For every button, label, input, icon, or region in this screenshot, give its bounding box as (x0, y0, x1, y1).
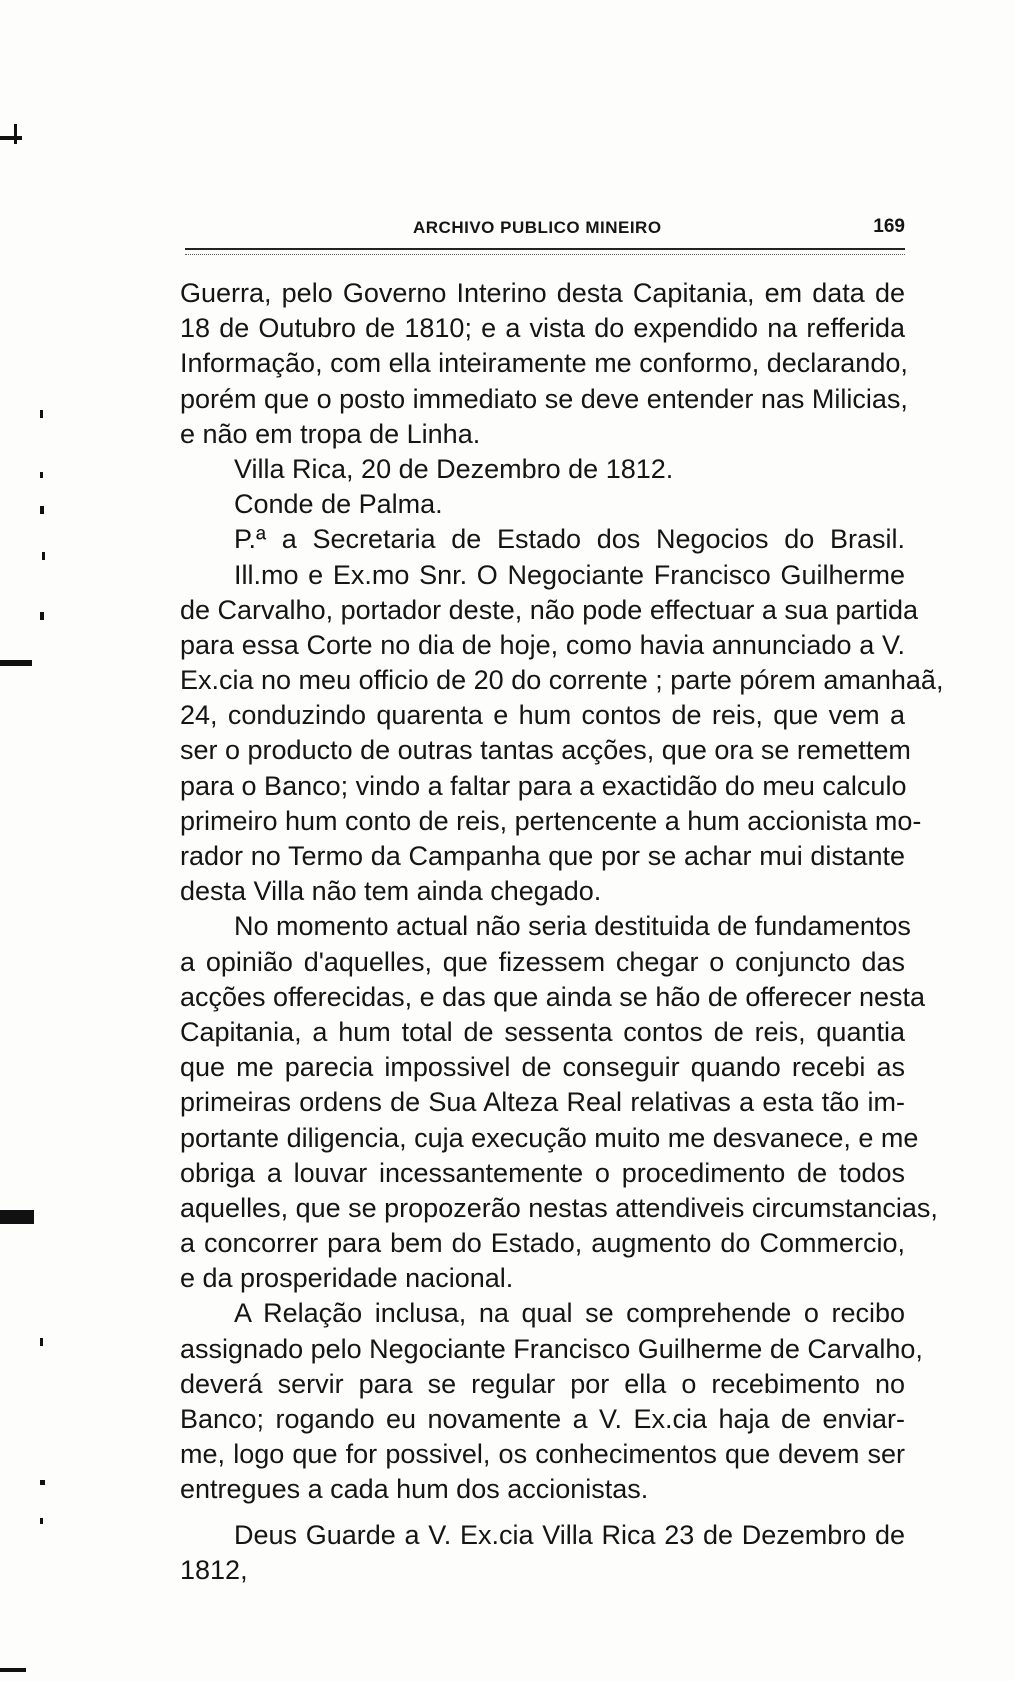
scan-artifact (0, 1668, 26, 1672)
text-line: Capitania, a hum total de sessenta contos de reis, quantia (180, 1016, 905, 1047)
scan-artifact (0, 1210, 34, 1224)
text-line: primeiras ordens de Sua Alteza Real relativas a esta tão im- (180, 1087, 905, 1118)
text-line: acções offerecidas, e das que ainda se hão de offerecer nesta (180, 981, 926, 1012)
text-line: a opinião d'aquelles, que fizessem chegar o conjuncto das (180, 946, 905, 977)
text-line: me, logo que for possivel, os conhecimentos que devem ser (180, 1439, 905, 1470)
text-line: aquelles, que se propozerão nestas attendiveis circumstancias, (180, 1192, 938, 1223)
text-line: Banco; rogando eu novamente a V. Ex.cia haja de enviar- (180, 1404, 905, 1434)
text-line: 18 de Outubro de 1810; e a vista do expendido na refferida (180, 313, 905, 344)
text-line: Ex.cia no meu officio de 20 do corrente ; parte pórem amanhaã, (180, 665, 944, 696)
text-line: A Relação inclusa, na qual se comprehende o recibo (234, 1298, 905, 1329)
text-line: obriga a louvar incessantemente o procedimento de todos (180, 1157, 905, 1188)
closing-line: Deus Guarde a V. Ex.cia Villa Rica 23 de Dezembro de (234, 1519, 905, 1550)
text-line: assignado pelo Negociante Francisco Guilherme de Carvalho, (180, 1333, 923, 1364)
text-line: deverá servir para se regular por ella o recebimento no (180, 1368, 905, 1399)
text-line: rador no Termo da Campanha que por se achar mui distante (180, 841, 905, 871)
text-line: Informação, com ella inteiramente me conformo, declarando, (180, 348, 908, 379)
page-number: 169 (873, 216, 905, 237)
scan-artifact (42, 552, 45, 560)
scan-artifact (40, 1480, 45, 1485)
text-line: desta Villa não tem ainda chegado. (180, 876, 602, 907)
text-line: a concorrer para bem do Estado, augmento do Commercio, (180, 1228, 905, 1259)
text-line: de Carvalho, portador deste, não pode effectuar a sua partida (180, 594, 919, 625)
running-title: ARCHIVO PUBLICO MINEIRO (413, 218, 662, 237)
scan-artifact (40, 612, 44, 620)
scan-artifact (40, 506, 44, 514)
text-line: entregues a cada hum dos accionistas. (180, 1474, 649, 1505)
closing-year: 1812, (180, 1554, 248, 1585)
text-line: para o Banco; vindo a faltar para a exactidão do meu calculo (180, 770, 907, 801)
signature: Conde de Palma. (234, 489, 443, 520)
addressee-line: P.ª a Secretaria de Estado dos Negocios do Brasil. (234, 524, 905, 555)
dateline: Villa Rica, 20 de Dezembro de 1812. (234, 453, 674, 484)
text-line: 24, conduzindo quarenta e hum contos de reis, que vem a (180, 700, 905, 731)
text-line: e da prosperidade nacional. (180, 1263, 514, 1294)
body-text (180, 276, 944, 1588)
scan-artifact (0, 136, 22, 140)
scan-artifact (40, 1518, 43, 1524)
text-line: Ill.mo e Ex.mo Snr. O Negociante Francisco Guilherme (234, 559, 905, 590)
paragraph-gap (180, 1508, 905, 1518)
scan-artifact (40, 410, 43, 418)
text-line: porém que o posto immediato se deve entender nas Milicias, (180, 383, 908, 414)
scan-artifact (40, 472, 43, 478)
text-line: e não em tropa de Linha. (180, 418, 481, 449)
scan-artifact (14, 124, 17, 144)
scan-artifact (0, 660, 32, 666)
page-header (185, 216, 905, 246)
text-line: Guerra, pelo Governo Interino desta Capitania, em data de (180, 278, 905, 308)
text-line: portante diligencia, cuja execução muito me desvanece, e me (180, 1122, 919, 1153)
text-line: No momento actual não seria destituida de fundamentos (234, 911, 911, 942)
text-line: ser o producto de outras tantas acções, que ora se remettem (180, 735, 911, 766)
text-line: primeiro hum conto de reis, pertencente a hum accionista mo- (180, 805, 922, 836)
text-line: para essa Corte no dia de hoje, como havia annunciado a V. (180, 629, 905, 660)
scan-artifact (40, 1338, 43, 1346)
header-rule (185, 248, 905, 255)
text-line: que me parecia impossivel de conseguir quando recebi as (180, 1052, 905, 1083)
